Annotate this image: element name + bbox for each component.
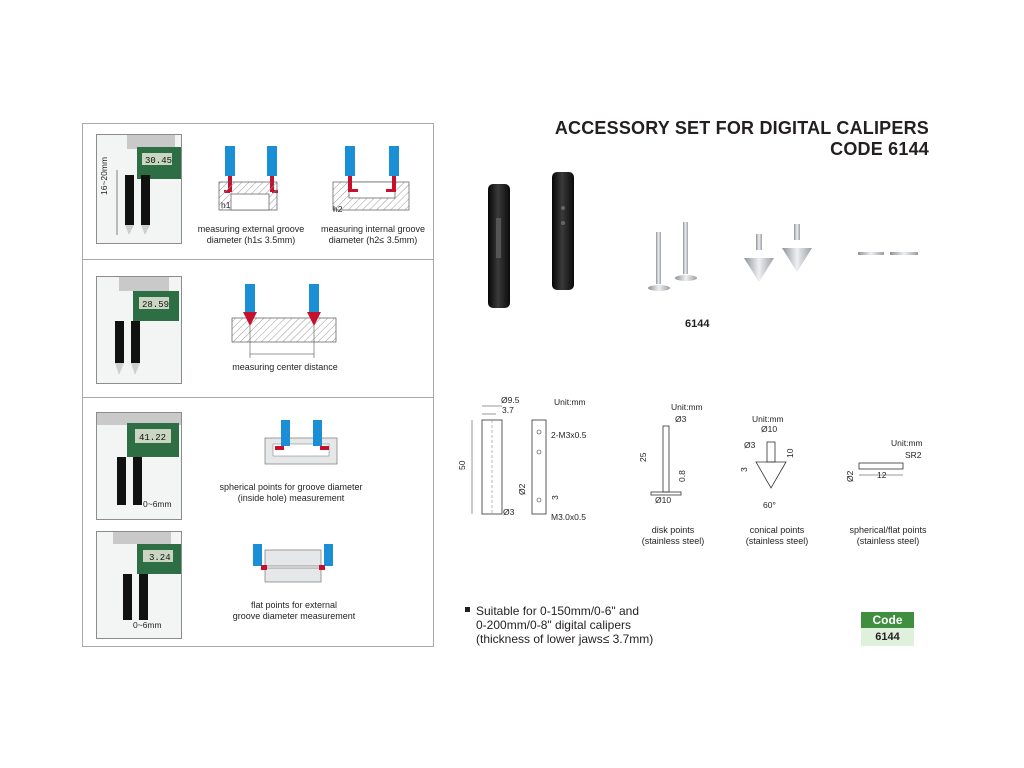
spherical-groove-diagram: [263, 420, 339, 470]
h2-label: h2: [333, 204, 343, 214]
conical-h2: 3: [739, 467, 749, 472]
spherical-caption: spherical/flat points (stainless steel): [849, 525, 927, 546]
conical-d2: Ø3: [744, 440, 756, 450]
caption-flat: flat points for external groove diameter measurement: [232, 600, 356, 621]
disk-len: 25: [638, 452, 648, 462]
holder-unit: Unit:mm: [554, 397, 586, 407]
conical-angle: 60°: [763, 500, 776, 510]
caption-spherical: spherical points for groove diameter (inside hole) measurement: [219, 482, 363, 503]
code-value: 6144: [861, 628, 914, 646]
spherical-len: 12: [877, 470, 887, 480]
lcd-readout: 41.22: [139, 433, 167, 443]
product-code-label: 6144: [685, 318, 710, 330]
holder-d4: 3: [550, 495, 560, 500]
holder-len: 50: [457, 460, 467, 470]
spherical-sr: SR2: [905, 450, 922, 460]
photo-dim-label: 0~6mm: [143, 499, 172, 509]
spherical-d: Ø2: [845, 470, 855, 482]
conical-unit: Unit:mm: [752, 414, 784, 424]
bullet-icon: [465, 607, 470, 612]
disk-d2: Ø10: [655, 495, 672, 505]
flat-groove-diagram: [251, 544, 335, 594]
code-header: Code: [861, 612, 914, 628]
lcd-readout: 28.59: [142, 300, 170, 310]
suitability-note: Suitable for 0-150mm/0-6" and 0-200mm/0-8" digital calipers (thickness of lower jaws≤ 3.7mm): [465, 604, 653, 646]
disk-point-drawing: [645, 420, 705, 510]
caliper-photo-flat: [96, 531, 182, 639]
caption-external-groove: measuring external groove diameter (h1≤ 3.5mm): [197, 224, 305, 245]
holder-d3: Ø2: [517, 483, 527, 495]
holder-d5: Ø3: [503, 507, 515, 517]
caliper-photo-external: [96, 134, 182, 244]
internal-groove-diagram: [331, 142, 413, 214]
holder-thread2: M3.0x0.5: [551, 512, 586, 522]
disk-caption: disk points (stainless steel): [641, 525, 705, 546]
lcd-readout: 3.24: [149, 553, 171, 563]
disk-t: 0.8: [677, 470, 687, 482]
conical-h: 10: [785, 448, 795, 458]
caliper-photo-center: [96, 276, 182, 384]
photo-dim-label: 0~6mm: [133, 620, 162, 630]
usage-panel: [82, 123, 434, 647]
center-distance-diagram: [229, 282, 339, 364]
code-table: [861, 612, 914, 648]
divider: [83, 259, 433, 260]
product-photo: [478, 168, 928, 318]
lcd-readout: 30.45: [145, 156, 173, 166]
spherical-unit: Unit:mm: [891, 438, 923, 448]
page-title: ACCESSORY SET FOR DIGITAL CALIPERS: [554, 118, 929, 138]
caption-center-distance: measuring center distance: [232, 362, 338, 372]
photo-dim-label: 16~20mm: [99, 156, 109, 195]
disk-unit: Unit:mm: [671, 402, 703, 412]
holder-d2: 3.7: [502, 405, 514, 415]
disk-d1: Ø3: [675, 414, 687, 424]
h1-label: h1: [221, 200, 231, 210]
conical-caption: conical points (stainless steel): [745, 525, 809, 546]
divider: [83, 397, 433, 398]
conical-d1: Ø10: [761, 424, 778, 434]
caption-internal-groove: measuring internal groove diameter (h2≤ 3.5mm): [320, 224, 426, 245]
holder-thread: 2-M3x0.5: [551, 430, 587, 440]
page-subtitle-code: CODE 6144: [830, 139, 929, 159]
holder-drawing: [460, 392, 610, 532]
holder-d1: Ø9.5: [501, 395, 520, 405]
caliper-photo-spherical: [96, 412, 182, 520]
